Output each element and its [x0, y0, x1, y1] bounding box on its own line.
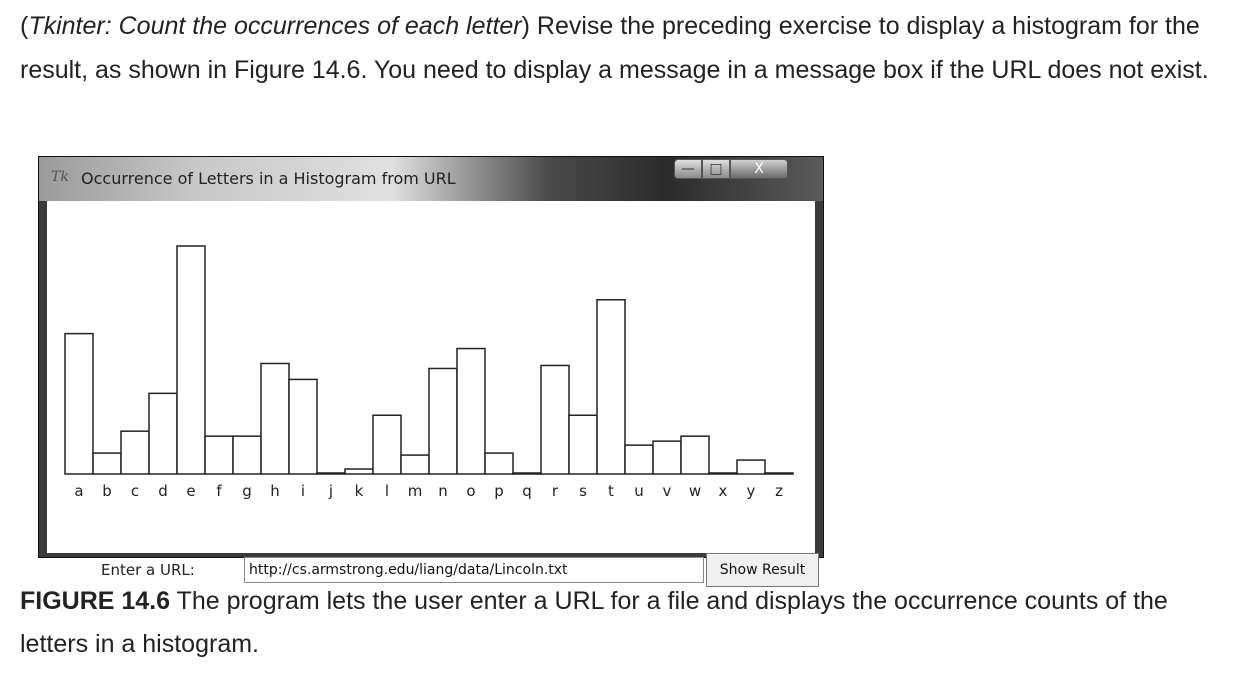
- histogram-label-w: w: [688, 482, 702, 500]
- histogram-label-z: z: [775, 482, 783, 500]
- histogram-bar-j: [317, 473, 345, 474]
- histogram-bar-z: [765, 473, 793, 474]
- histogram-label-a: a: [74, 482, 84, 500]
- histogram-bar-r: [541, 365, 569, 474]
- histogram-bar-f: [205, 436, 233, 474]
- histogram-label-d: d: [158, 482, 168, 500]
- histogram-label-e: e: [186, 482, 196, 500]
- histogram-label-v: v: [662, 482, 672, 500]
- window-client-area: [47, 201, 815, 579]
- tk-app-icon: Tk: [51, 169, 69, 185]
- histogram-label-f: f: [216, 482, 222, 500]
- histogram-label-q: q: [522, 482, 532, 500]
- histogram-label-h: h: [270, 482, 280, 500]
- histogram-label-n: n: [438, 482, 448, 500]
- histogram-label-m: m: [407, 482, 423, 500]
- histogram-bar-d: [149, 393, 177, 474]
- show-result-button[interactable]: Show Result: [706, 553, 819, 587]
- histogram-bar-g: [233, 436, 261, 474]
- histogram-label-o: o: [466, 482, 476, 500]
- histogram-bar-v: [653, 441, 681, 474]
- intro-paragraph: [20, 4, 1220, 92]
- window-controls: [674, 159, 788, 181]
- caption-text: The program lets the user enter a URL for a file and displays the occurrence counts of the letters in a histogram.: [20, 587, 1168, 658]
- histogram-label-t: t: [608, 482, 614, 500]
- histogram-bar-m: [401, 455, 429, 474]
- histogram-bar-w: [681, 436, 709, 474]
- histogram-bar-q: [513, 473, 541, 474]
- tk-window: [38, 156, 824, 579]
- histogram-bar-c: [121, 431, 149, 474]
- histogram-bar-b: [93, 453, 121, 474]
- url-label: Enter a URL:: [101, 561, 195, 579]
- histogram-bar-s: [569, 415, 597, 474]
- histogram-bar-o: [457, 349, 485, 474]
- histogram-bar-n: [429, 368, 457, 474]
- histogram-label-x: x: [718, 482, 728, 500]
- histogram-bar-e: [177, 246, 205, 474]
- histogram-label-r: r: [551, 482, 559, 500]
- close-button[interactable]: X: [730, 159, 788, 179]
- histogram-label-g: g: [242, 482, 252, 500]
- figure-caption: [20, 580, 1220, 666]
- histogram-bar-y: [737, 460, 765, 474]
- histogram-bar-k: [345, 469, 373, 474]
- intro-close-paren: ): [521, 12, 530, 40]
- intro-open-paren: (: [20, 12, 29, 40]
- histogram-label-k: k: [354, 482, 364, 500]
- histogram-label-s: s: [579, 482, 587, 500]
- histogram-label-y: y: [746, 482, 756, 500]
- histogram-label-j: j: [328, 482, 334, 500]
- histogram-bar-l: [373, 415, 401, 474]
- histogram-label-b: b: [102, 482, 112, 500]
- histogram-bar-h: [261, 363, 289, 474]
- window-title: Occurrence of Letters in a Histogram from URL: [81, 169, 456, 188]
- maximize-button[interactable]: □: [702, 159, 730, 179]
- histogram-bar-t: [597, 300, 625, 474]
- url-input[interactable]: http://cs.armstrong.edu/liang/data/Lincoln.txt: [244, 557, 704, 583]
- histogram-canvas: [47, 201, 815, 541]
- figure-label: FIGURE 14.6: [20, 587, 171, 615]
- histogram-bar-p: [485, 453, 513, 474]
- histogram-bar-a: [65, 334, 93, 474]
- histogram-label-p: p: [494, 482, 504, 500]
- histogram-label-l: l: [384, 482, 390, 500]
- title-bar[interactable]: [39, 157, 823, 201]
- histogram-label-c: c: [130, 482, 140, 500]
- histogram-label-u: u: [634, 482, 644, 500]
- histogram-label-i: i: [300, 482, 306, 500]
- intro-italic-title: Tkinter: Count the occurrences of each letter: [28, 12, 522, 40]
- histogram-bar-i: [289, 379, 317, 474]
- histogram-bar-x: [709, 473, 737, 474]
- histogram-bar-u: [625, 445, 653, 474]
- intro-text: Revise the preceding exercise to display a histogram for the result, as shown in Figure 14.6. You need to display a message in a message box if the URL does not exist.: [20, 12, 1209, 84]
- minimize-button[interactable]: —: [674, 159, 702, 179]
